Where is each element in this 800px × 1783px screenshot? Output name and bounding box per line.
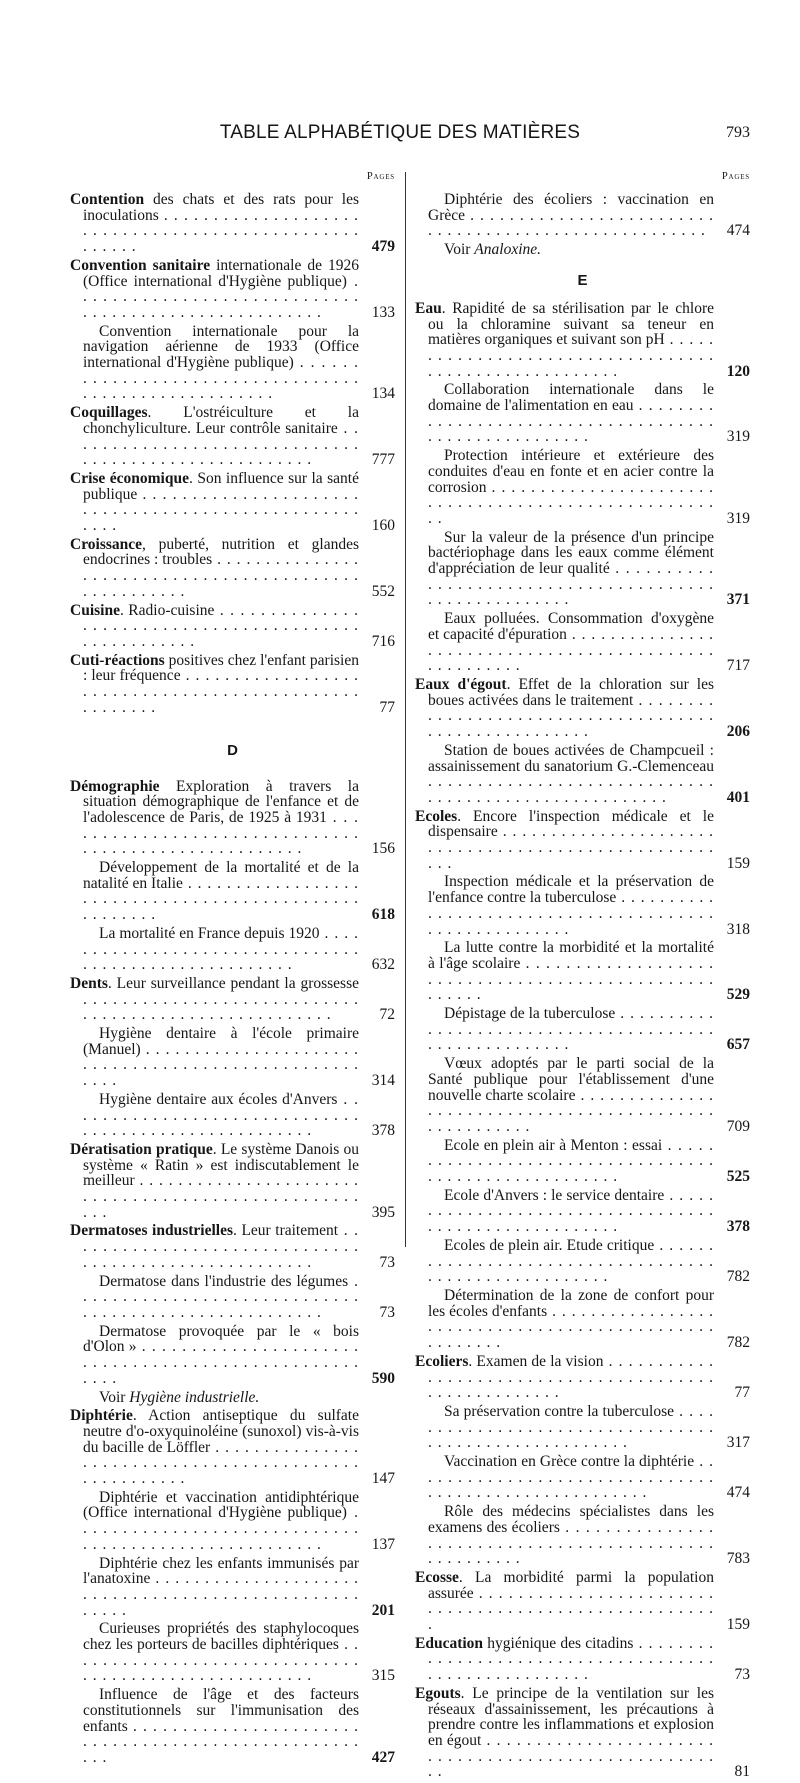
entry-description: Eaux polluées. Consommation d'oxygène et capacité d'épuration (428, 610, 714, 643)
entry-text (83, 324, 395, 403)
index-entry (415, 1288, 750, 1351)
page-ref: 120 (724, 364, 750, 380)
entry-text (415, 299, 750, 380)
entry-description: Voir (444, 241, 475, 259)
page-ref: 206 (724, 724, 750, 740)
entry-description: des chats et des rats pour les inoculations (83, 191, 359, 224)
entry-description: Exploration à travers la situation démographique de l'enfance et de l'adolescence de Paris, de 1925 à 1931 (83, 777, 359, 826)
page-ref: 657 (724, 1037, 750, 1053)
page-ref: 378 (724, 1219, 750, 1235)
pages-label: Pages (366, 171, 395, 182)
index-entry (415, 530, 750, 609)
entry-text (70, 1140, 395, 1221)
index-entry (415, 940, 750, 1003)
index-entry (70, 1274, 395, 1321)
index-entry (415, 242, 750, 258)
index-entry (70, 603, 395, 650)
entry-text (70, 535, 395, 600)
entry-description: Convention internationale pour la navigation aérienne de 1933 (Office international d'Hygiène publique) (83, 322, 359, 372)
index-entry (415, 1570, 750, 1633)
entry-text (70, 404, 395, 468)
page-ref: 319 (724, 511, 750, 527)
entry-text (83, 1556, 395, 1619)
page-ref: 77 (377, 700, 396, 716)
index-entry (415, 301, 750, 380)
entry-heading: Cuti-réactions (70, 651, 165, 669)
entry-text (83, 926, 395, 973)
entry-description: . La morbidité parmi la population assurée (428, 1568, 714, 1602)
entry-text (70, 256, 395, 321)
page-ref: 133 (369, 305, 395, 321)
index-block (70, 192, 395, 716)
entry-text (415, 1352, 750, 1401)
entry-description: La mortalité en France depuis 1920 (99, 924, 320, 942)
entry-text (428, 530, 750, 609)
entry-description: Détermination de la zone de confort pour les écoles d'enfants (428, 1287, 714, 1320)
page-ref: 315 (369, 1668, 395, 1684)
index-entry (70, 1390, 395, 1406)
page-ref: 318 (724, 922, 750, 938)
index-entry (415, 1188, 750, 1235)
entry-description: Station de boues activées de Champcueil : assainissement du sanatorium G.-Clemenceau (428, 741, 714, 775)
entry-description: Collaboration internationale dans le domaine de l'alimentation en eau (428, 381, 714, 415)
entry-text (428, 1006, 750, 1053)
entry-description: . Radio-cuisine (119, 601, 215, 619)
entry-description: . Le système Danois ou système « Ratin » est indiscutablement le meilleur (83, 1140, 359, 1190)
section-letter-d: D (227, 741, 238, 759)
page-ref: 81 (732, 1764, 751, 1780)
entry-heading: Démographie (70, 777, 160, 795)
entry-text (415, 675, 750, 740)
page-ref: 156 (369, 841, 395, 857)
entry-text (83, 1274, 395, 1321)
index-entry (415, 611, 750, 674)
index-entry (415, 1354, 750, 1401)
entry-text (83, 1092, 395, 1139)
entry-description: Voir (99, 1388, 130, 1406)
page-ref: 395 (369, 1205, 395, 1221)
page-ref: 479 (369, 239, 395, 255)
index-entry (415, 874, 750, 937)
entry-heading: Eaux d'égout (415, 675, 507, 693)
entry-description: Dépistage de la tuberculose (444, 1005, 616, 1023)
column-divider (405, 172, 406, 1247)
index-entry (70, 653, 395, 716)
entry-text (428, 242, 750, 258)
entry-heading: Dératisation pratique (70, 1140, 213, 1158)
entry-heading: Dermatoses industrielles (70, 1222, 233, 1240)
index-entry (70, 1142, 395, 1221)
page-ref: 709 (724, 1119, 750, 1135)
entry-text (70, 777, 395, 858)
entry-text (428, 743, 750, 806)
entry-text (428, 1504, 750, 1567)
index-entry (70, 1026, 395, 1089)
entry-description: Protection intérieure et extérieure des conduites d'eau en fonte et en acier contre la corrosion (428, 447, 714, 496)
index-entry (415, 382, 750, 445)
entry-description: Sur la valeur de la présence d'un principe bactériophage dans les eaux comme élément d'appréciation de leur qualité (428, 528, 714, 578)
entry-description: . Le principe de la ventilation sur les réseaux d'assainissement, les précautions à prendre contre les inflammations et explosion en égout (428, 1684, 714, 1749)
entry-description: Dermatose dans l'industrie des légumes (99, 1272, 349, 1290)
index-entry (70, 860, 395, 923)
page-header (0, 122, 800, 148)
entry-heading: Egouts (415, 1684, 461, 1702)
entry-description: Curieuses propriétés des staphylocoques chez les porteurs de bacilles diphtériques (83, 1620, 359, 1654)
entry-text (70, 651, 395, 716)
entry-description: Hygiène dentaire à l'école primaire (Manuel) (83, 1025, 359, 1058)
entry-heading: Crise économique (70, 469, 189, 487)
entry-text (70, 1407, 395, 1487)
index-entry (415, 1454, 750, 1501)
entry-description: Vaccination en Grèce contre la diphtérie (444, 1453, 695, 1471)
index-entry (70, 1092, 395, 1139)
page-ref: 716 (369, 634, 395, 650)
entry-description: Diphtérie et vaccination antidiphtérique (Office international d'Hygiène publique) (83, 1488, 359, 1522)
index-block (415, 301, 750, 1780)
entry-description: Ecole d'Anvers : le service dentaire (444, 1186, 665, 1204)
entry-description: , puberté, nutrition et glandes endocrines : troubles (83, 535, 359, 569)
index-entry (70, 324, 395, 403)
index-entry (70, 926, 395, 973)
entry-text (83, 860, 395, 923)
entry-description: . Leur traitement (233, 1222, 339, 1240)
entry-description: . Encore l'inspection médicale et le dispensaire (428, 807, 714, 841)
entry-heading: Convention sanitaire (70, 256, 211, 274)
entry-text (70, 1222, 395, 1270)
index-entry (70, 779, 395, 858)
page-ref: 134 (369, 386, 395, 402)
index-entry (415, 1238, 750, 1285)
entry-text (428, 1454, 750, 1501)
entry-text (415, 1568, 750, 1633)
entry-text (428, 1056, 750, 1135)
entry-text (428, 1138, 750, 1185)
entry-description: . Son influence sur la santé publique (83, 469, 359, 503)
index-entry (415, 677, 750, 740)
page-ref: 618 (369, 907, 395, 923)
index-entry (415, 1006, 750, 1053)
page-ref: 529 (724, 987, 750, 1003)
page-ref: 632 (369, 957, 395, 973)
index-entry (70, 1324, 395, 1387)
page-ref: 552 (369, 584, 395, 600)
page-ref: 72 (377, 1007, 396, 1023)
entry-description: Sa préservation contre la tuberculose (444, 1402, 674, 1420)
index-entry (70, 1687, 395, 1766)
entry-description: Diphtérie chez les enfants immunisés par l'anatoxine (83, 1554, 359, 1588)
index-entry (70, 1556, 395, 1619)
index-entry (415, 192, 750, 239)
entry-heading: Cuisine (70, 601, 120, 619)
page-ref: 782 (724, 1269, 750, 1285)
index-entry (70, 1490, 395, 1553)
entry-description: Vœux adoptés par le parti social de la Santé publique pour l'établissement d'une nouvelle charte scolaire (428, 1055, 714, 1104)
entry-description: hygiénique des citadins (483, 1634, 634, 1652)
entry-description: Ecoles de plein air. Etude critique (444, 1236, 655, 1254)
index-entry (70, 976, 395, 1023)
entry-text (428, 611, 750, 674)
entry-description: La lutte contre la morbidité et la mortalité à l'âge scolaire (428, 939, 714, 972)
entry-heading: Contention (70, 191, 145, 208)
page-ref: 159 (724, 1617, 750, 1633)
index-entry (70, 1408, 395, 1487)
page-ref: 77 (732, 1385, 751, 1401)
entry-text (428, 1188, 750, 1235)
entry-description: Ecole en plein air à Menton : essai (444, 1136, 663, 1154)
index-block (415, 192, 750, 258)
entry-text (415, 1684, 750, 1780)
index-entry (70, 1223, 395, 1270)
page-ref: 474 (724, 1485, 750, 1501)
entry-text (83, 1026, 395, 1089)
entry-text (428, 1288, 750, 1351)
entry-heading: Dents (70, 974, 108, 992)
index-entry (415, 1404, 750, 1451)
index-entry (415, 1636, 750, 1683)
entry-text (83, 1621, 395, 1684)
running-title: TABLE ALPHABÉTIQUE DES MATIÈRES (219, 122, 581, 143)
entry-text (428, 874, 750, 937)
entry-text (83, 1390, 395, 1406)
pages-label: Pages (721, 171, 750, 182)
page-ref: 590 (369, 1371, 395, 1387)
entry-text (415, 807, 750, 872)
page-ref: 401 (724, 790, 750, 806)
index-entry (415, 448, 750, 527)
section-letter-e: E (577, 271, 588, 289)
entry-heading: Diphtérie (70, 1407, 133, 1425)
entry-description: Hygiène dentaire aux écoles d'Anvers (99, 1090, 338, 1108)
entry-heading: Eau (415, 299, 442, 317)
index-entry (70, 1621, 395, 1684)
page-ref: 147 (369, 1471, 395, 1487)
page-ref: 782 (724, 1335, 750, 1351)
entry-text (428, 448, 750, 527)
entry-description: Développement de la mortalité et de la natalité en Italie (83, 859, 359, 892)
entry-text (70, 191, 395, 255)
entry-description: . Examen de la vision (468, 1352, 604, 1370)
page-ref: 317 (724, 1435, 750, 1451)
index-entry (415, 1504, 750, 1567)
page-ref: 474 (724, 223, 750, 239)
entry-description: Dermatose provoquée par le « bois d'Olon » (83, 1322, 359, 1356)
entry-heading: Education (415, 1634, 484, 1652)
page-ref: 314 (369, 1073, 395, 1089)
index-entry (415, 1686, 750, 1780)
index-entry (415, 743, 750, 806)
index-entry (70, 258, 395, 321)
entry-description: . Effet de la chloration sur les boues activées dans le traitement (428, 675, 714, 709)
page-number: 793 (726, 124, 750, 141)
entry-text (83, 1324, 395, 1387)
index-entry (415, 1056, 750, 1135)
entry-description: . L'ostréiculture et la chonchyliculture. Leur contrôle sanitaire (83, 404, 359, 437)
index-entry (70, 471, 395, 534)
entry-text (70, 601, 395, 650)
page-ref: 427 (369, 1750, 395, 1766)
entry-heading: Ecoles (415, 807, 458, 825)
entry-text (70, 974, 395, 1023)
page-ref: 160 (369, 518, 395, 534)
entry-text (83, 1687, 395, 1766)
entry-text (428, 382, 750, 445)
entry-heading: Ecosse (415, 1568, 459, 1586)
entry-description: Influence de l'âge et des facteurs constitutionnels sur l'immunisation des enfants (83, 1686, 359, 1735)
page-ref: 777 (369, 452, 395, 468)
entry-text (428, 192, 750, 239)
page-ref: 319 (724, 429, 750, 445)
entry-text (428, 1404, 750, 1451)
cross-reference: Hygiène industrielle. (129, 1388, 260, 1406)
page-ref: 159 (724, 856, 750, 872)
page-ref: 73 (377, 1255, 396, 1271)
index-block (70, 779, 395, 1766)
page-ref: 378 (369, 1123, 395, 1139)
page-ref: 201 (369, 1603, 395, 1619)
index-entry (70, 405, 395, 468)
page-ref: 73 (732, 1667, 751, 1683)
entry-text (428, 940, 750, 1003)
entry-text (83, 1490, 395, 1553)
page-ref: 525 (724, 1169, 750, 1185)
index-entry (70, 537, 395, 600)
page-ref: 371 (724, 592, 750, 608)
entry-text (428, 1238, 750, 1285)
entry-heading: Croissance (70, 535, 143, 553)
entry-heading: Coquillages (70, 404, 148, 422)
index-entry (415, 809, 750, 872)
page-ref: 717 (724, 658, 750, 674)
entry-heading: Ecoliers (415, 1352, 469, 1370)
entry-description: Inspection médicale et la préservation de l'enfance contre la tuberculose (428, 873, 714, 907)
cross-reference: Analoxine. (474, 241, 542, 259)
entry-description: . Leur surveillance pendant la grossesse (107, 974, 359, 992)
entry-text (415, 1634, 750, 1683)
entry-description: . Rapidité de sa stérilisation par le chlore ou la chloramine suivant sa teneur en matières organiques et suivant son pH (428, 299, 714, 349)
page-ref: 783 (724, 1551, 750, 1567)
index-entry (70, 192, 395, 255)
page-ref: 73 (377, 1305, 396, 1321)
entry-description: Diphtérie des écoliers : vaccination en Grèce (428, 191, 714, 224)
entry-description: internationale de 1926 (Office international d'Hygiène publique) (83, 256, 360, 290)
entry-description: . Action antiseptique du sulfate neutre d'o-oxyquinoléine (sunoxol) vis-à-vis du bacille de Löffler (83, 1407, 359, 1456)
left-column (70, 170, 395, 1769)
entry-description: Rôle des médecins spécialistes dans les examens des écoliers (428, 1503, 714, 1536)
page-ref: 137 (369, 1537, 395, 1553)
right-column (415, 170, 750, 1783)
index-entry (415, 1138, 750, 1185)
entry-description: positives chez l'enfant parisien : leur fréquence (83, 651, 359, 685)
entry-text (70, 469, 395, 534)
